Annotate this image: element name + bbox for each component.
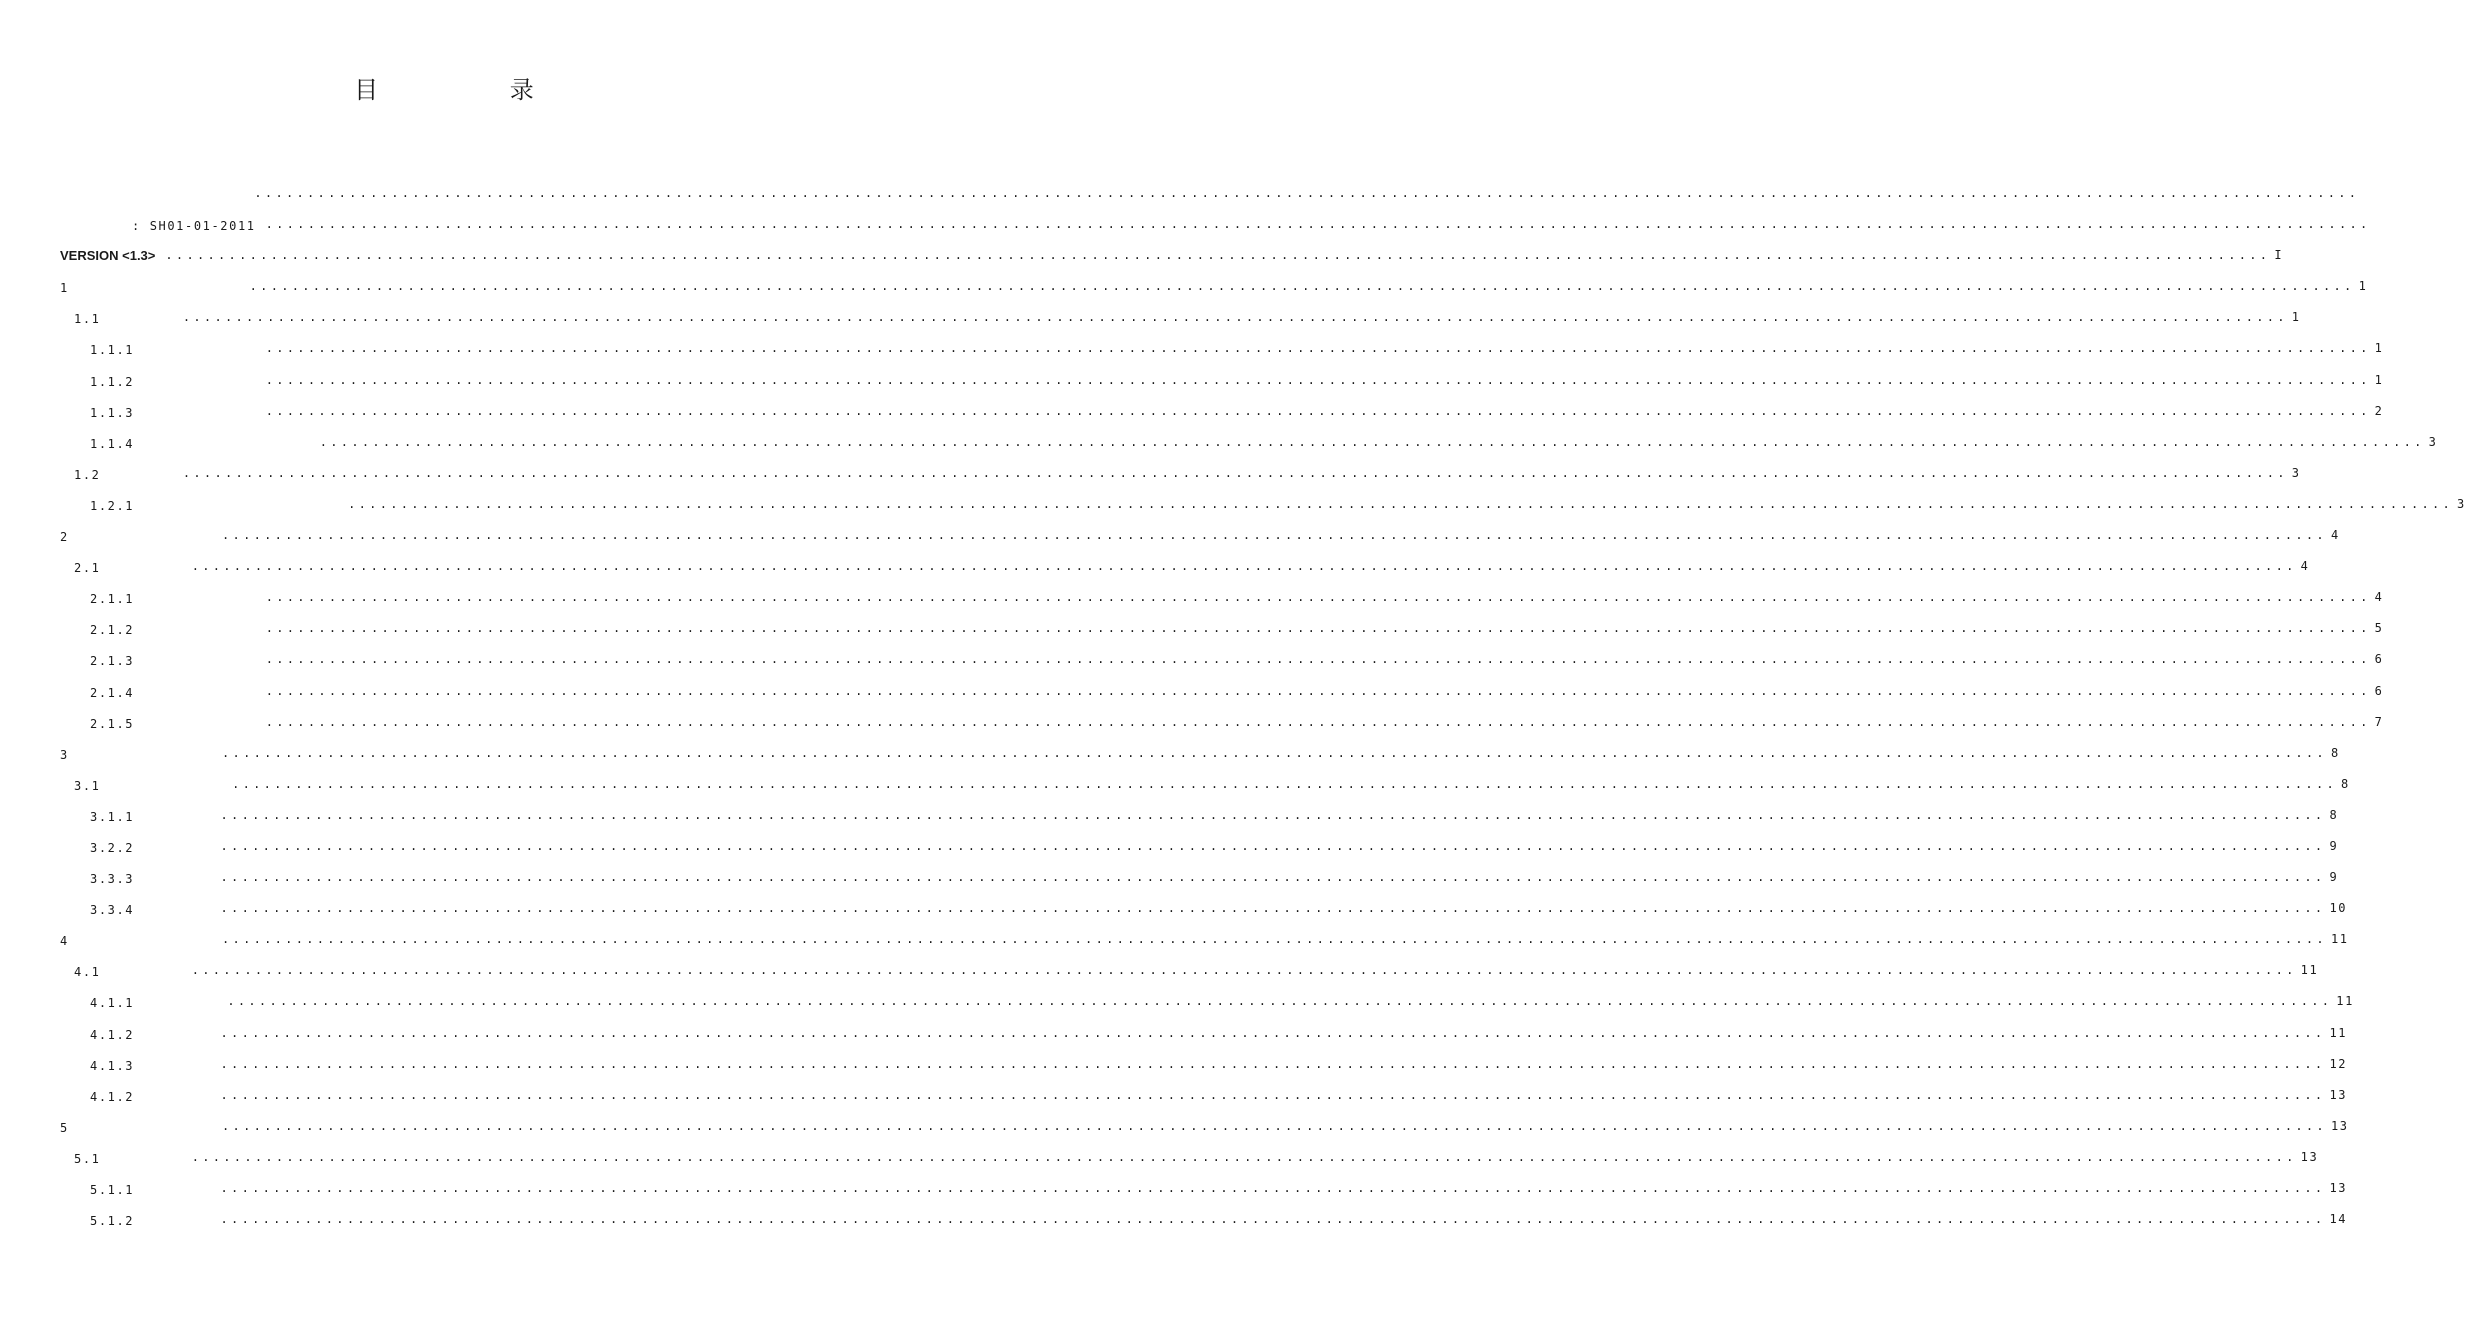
toc-entry-page-number: 11 [2336,994,2354,1009]
toc-entry-label: 1.2.1 [90,498,271,513]
toc-entry-label: 1.1.1 [90,343,216,358]
toc-entry-page-number: 3 [2428,434,2438,449]
toc-leader-dots: ........................................................................................................................................................................................................ [220,870,2326,885]
toc-leader-dots: ........................................................................................................................................................................................................ [222,932,2327,947]
toc-entry-label [60,186,182,203]
toc-entry-page-number: 2 [2374,403,2384,418]
toc-leader-dots: ........................................................................................................................................................................................................ [191,963,2297,978]
toc-entry[interactable] [60,1056,2348,1088]
toc-entry-page-number: 14 [2329,1212,2348,1227]
toc-leader-dots: ........................................................................................................................................................................................................ [220,1087,2326,1102]
toc-entry-label: 5.1.2 [90,1214,189,1229]
toc-entry-label: 3.1.1 [90,809,189,824]
toc-entry[interactable] [60,776,2350,808]
toc-entry-page-number: 1 [2374,341,2384,356]
toc-entry[interactable] [60,341,2384,372]
toc-entry[interactable] [60,186,2360,217]
toc-leader-dots: ........................................................................................................................................................................................................ [265,683,2371,698]
toc-entry-page-number: 13 [2330,1118,2349,1133]
toc-entry-label: 5.1.1 [90,1183,189,1197]
toc-entry-label: 2.1 [74,561,164,576]
toc-leader-dots: ........................................................................................................................................................................................................ [249,279,2355,294]
toc-entry-page-number [2363,186,2481,203]
toc-entry[interactable] [60,559,2310,590]
toc-entry-page-number: 11 [2330,932,2349,947]
toc-leader-dots: ........................................................................................................................................................................................................ [220,1056,2326,1071]
toc-entry-label: 3.2.2 [90,840,189,855]
toc-entry-label: VERSION <1.3> [60,248,156,264]
toc-leader-dots: ........................................................................................................................................................................................................ [220,838,2326,853]
toc-entry[interactable] [60,621,2384,652]
toc-entry[interactable] [60,403,2384,435]
toc-entry-page-number: 3 [2457,496,2466,511]
toc-entry-label: 3 [60,747,165,762]
toc-entry-label: 2 [60,530,165,545]
toc-leader-dots: ........................................................................................................................................................................................................ [191,1149,2297,1164]
toc-entry-page-number: 13 [2329,1181,2348,1195]
toc-entry[interactable] [60,870,2339,901]
toc-entry-label: 2.1.4 [90,685,216,700]
toc-entry-page-number: 9 [2329,838,2339,853]
toc-leader-dots: ........................................................................................................................................................................................................ [222,1118,2327,1133]
toc-entry-label: 1.1.2 [90,374,216,389]
toc-leader-dots: ........................................................................................................................................................................................................ [265,372,2371,387]
toc-leader-dots: ........................................................................................................................................................................................................ [265,341,2371,356]
toc-entry[interactable] [60,372,2384,404]
toc-entry-label: 3.3.3 [90,872,189,887]
toc-entry[interactable] [60,1118,2349,1150]
toc-entry-label: 4 [60,934,165,949]
toc-entry[interactable] [60,1149,2319,1181]
page-title: 目 录 [354,76,596,104]
toc-entry-label: 4.1.3 [90,1058,189,1073]
toc-entry-page-number: 11 [2300,963,2319,978]
toc-leader-dots: ........................................................................................................................................................................................................ [265,403,2371,418]
toc-entry-page-number: 1 [2358,279,2368,294]
toc-entry-label: 3.3.4 [90,903,189,918]
toc-entry[interactable] [60,590,2384,621]
toc-entry-page-number: 12 [2329,1056,2348,1071]
toc-entry[interactable] [60,901,2348,932]
toc-entry-label: 3.1 [74,778,183,793]
toc-entry-page-number: 1 [2291,310,2301,325]
toc-leader-dots: ........................................................................................................................................................................................................ [265,621,2371,636]
toc-leader-dots: ........................................................................................................................................................................................................ [220,901,2326,916]
toc-entry-page-number: 8 [2329,807,2339,822]
toc-entry-label: 1.2 [74,467,155,482]
toc-entry[interactable] [60,1212,2348,1243]
toc-entry[interactable] [60,496,2466,528]
toc-entry[interactable] [60,932,2349,963]
toc-entry[interactable] [60,683,2384,715]
toc-entry-label: 4.1.2 [90,1027,189,1042]
toc-entry[interactable] [60,310,2301,341]
toc-entry[interactable] [60,528,2340,559]
toc-entry-page-number: 6 [2374,652,2384,667]
toc-entry-page-number: 10 [2329,901,2348,916]
toc-entry[interactable] [60,745,2340,777]
toc-entry-page-number: 5 [2374,621,2384,636]
toc-entry-page-number: 8 [2341,776,2350,791]
toc-entry[interactable] [60,1025,2348,1057]
toc-entry[interactable] [60,714,2384,746]
toc-entry-label: 5.1 [74,1151,164,1166]
toc-entry-page-number: 9 [2329,870,2339,885]
toc-leader-dots: ........................................................................................................................................................................................................ [348,496,2454,511]
toc-entry[interactable] [60,434,2438,466]
toc-entry-label: 5 [60,1120,165,1135]
toc-entry-page-number: 13 [2300,1149,2319,1164]
toc-leader-dots: ........................................................................................................................................................................................................ [182,310,2288,325]
toc-entry[interactable] [60,963,2319,994]
toc-entry-label: 1.1.3 [90,405,216,420]
toc-entry-page-number: 4 [2300,559,2310,574]
toc-leader-dots: ........................................................................................................................................................................................................ [220,1181,2326,1195]
toc-leader-dots: ........................................................................................................................................................................................................ [182,465,2288,480]
toc-entry[interactable] [60,279,2368,310]
toc-leader-dots: ........................................................................................................................................................................................................ [265,217,2371,232]
toc-leader-dots: ........................................................................................................................................................................................................ [165,248,2271,263]
toc-entry-label: : SH01-01-2011 [60,219,256,234]
toc-entry-page-number: 6 [2374,683,2384,698]
toc-entry[interactable] [60,1087,2348,1119]
toc-entry[interactable] [60,1181,2348,1212]
table-of-contents [60,186,2466,1243]
toc-leader-dots: ........................................................................................................................................................................................................ [222,528,2327,543]
toc-entry-label: 2.1.5 [90,716,216,731]
toc-entry-page-number: 4 [2374,590,2384,605]
toc-leader-dots: ........................................................................................................................................................................................................ [220,1025,2326,1040]
toc-leader-dots: ........................................................................................................................................................................................................ [227,994,2333,1009]
toc-leader-dots: ........................................................................................................................................................................................................ [191,559,2297,574]
toc-leader-dots: ........................................................................................................................................................................................................ [254,186,2360,200]
toc-entry[interactable] [60,652,2384,683]
toc-leader-dots: ........................................................................................................................................................................................................ [319,434,2425,449]
toc-entry-label: 4.1.2 [90,1089,189,1104]
toc-entry-label: 4.1.1 [90,996,198,1011]
toc-entry-page-number: 8 [2330,745,2340,760]
toc-leader-dots: ........................................................................................................................................................................................................ [232,776,2337,791]
toc-entry-label: 1 [60,281,178,296]
toc-entry-label: 2.1.2 [90,623,216,638]
toc-entry[interactable] [60,994,2354,1025]
toc-leader-dots: ........................................................................................................................................................................................................ [265,652,2371,667]
toc-entry-page-number: I [2274,248,2284,263]
toc-leader-dots: ........................................................................................................................................................................................................ [265,714,2371,729]
toc-entry-page-number: 4 [2330,528,2340,543]
toc-entry-page-number: 3 [2291,465,2301,480]
toc-entry-page-number [2375,217,2492,234]
toc-leader-dots: ........................................................................................................................................................................................................ [265,590,2371,605]
toc-entry-page-number: 1 [2374,372,2384,387]
toc-entry-label: 2.1.1 [90,592,216,607]
toc-entry[interactable] [60,465,2301,497]
toc-leader-dots: ........................................................................................................................................................................................................ [222,745,2327,760]
toc-entry-page-number: 7 [2374,714,2384,729]
toc-entry-label: 1.1.4 [90,436,252,451]
toc-entry[interactable] [60,217,2371,248]
toc-entry-label: 2.1.3 [90,654,216,669]
toc-leader-dots: ........................................................................................................................................................................................................ [220,1212,2326,1227]
toc-entry-page-number: 13 [2329,1087,2348,1102]
toc-entry[interactable] [60,807,2339,839]
toc-entry-page-number: 11 [2329,1025,2348,1040]
toc-entry-label: 4.1 [74,965,164,980]
page-footer [0,1274,950,1290]
toc-entry[interactable] [60,838,2339,870]
toc-entry[interactable] [60,248,2284,279]
toc-entry-label: 1.1 [74,312,155,327]
toc-leader-dots: ........................................................................................................................................................................................................ [220,807,2326,822]
